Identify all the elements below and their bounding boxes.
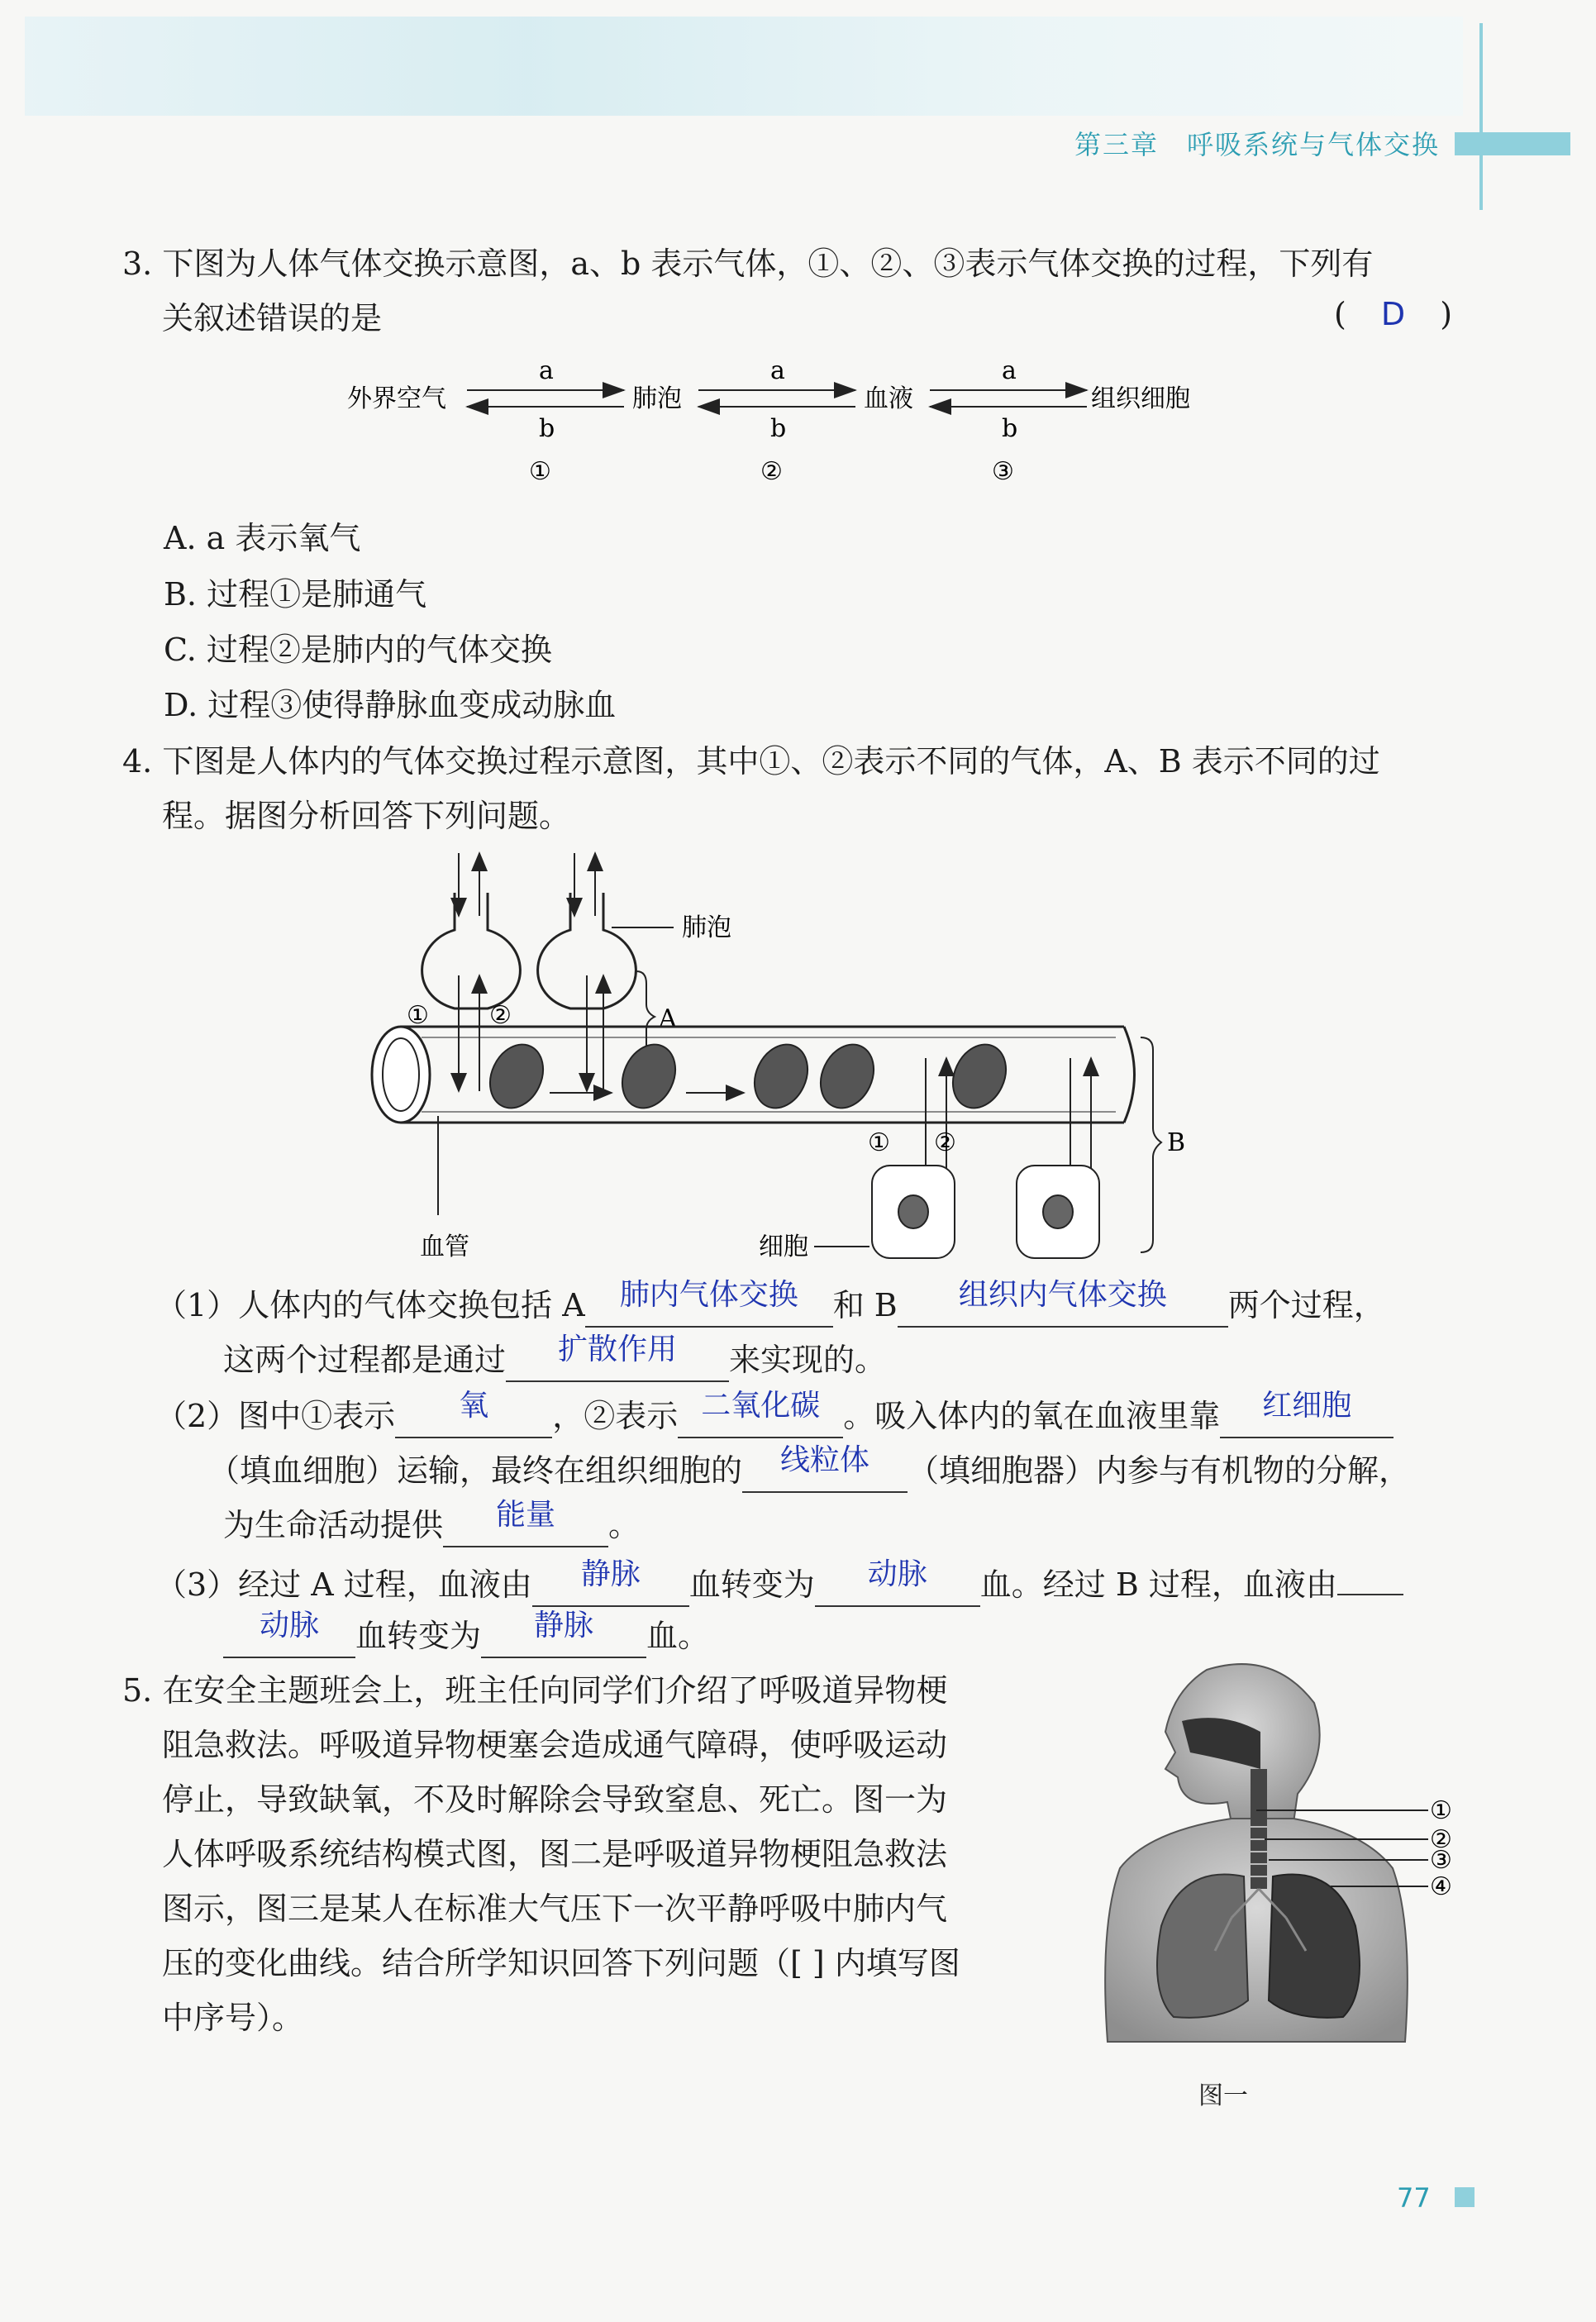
answer-q4-2c: 红细胞 [1262,1389,1352,1423]
q3-answer-bracket [1334,296,1452,332]
answer-q4-3d: 静脉 [534,1609,594,1643]
answer-q4-2d: 线粒体 [780,1443,870,1477]
q5-line: 中序号）。 [162,2000,304,2036]
q4-part1-line1: （1）人体内的气体交换包括 A 肺内气体交换 和 B 组织内气体交换 两个过程， [155,1278,1445,1333]
label-a-1: a [539,356,554,385]
answer-q4-1a: 肺内气体交换 [619,1278,798,1312]
q4-part3-line1: （3）经过 A 过程，血液由 静脉 血转变为 动脉 血。经过 B 过程，血液由 [155,1554,1445,1612]
q3-stem-line1: 3. 下图为人体气体交换示意图，a、b 表示气体，①、②、③表示气体交换的过程，下列有 [122,246,1374,282]
num-2-top: ② [489,1001,512,1030]
q5-line: 图示，图三是某人在标准大气压下一次平静呼吸中肺内气 [162,1890,948,1927]
blank-q4-2d [742,1443,908,1493]
label-vessel: 血管 [420,1233,469,1261]
label-A: A [659,1004,677,1033]
process-3: ③ [992,457,1014,486]
answer-q4-2b: 二氧化碳 [701,1389,821,1423]
q5-line: 停止，导致缺氧，不及时解除会导致窒息、死亡。图一为 [162,1781,948,1818]
q3-stem-line2: 关叙述错误的是 [162,300,383,336]
node-alveolus: 肺泡 [632,384,682,413]
fig1-label-4: ④ [1430,1872,1452,1901]
q3-option-d: D. 过程③使得静脉血变成动脉血 [164,687,617,723]
q3-option-c: C. 过程②是肺内的气体交换 [164,632,552,668]
label-a-2: a [770,356,785,385]
num-2-bottom: ② [934,1128,956,1157]
header-accent-bar [1455,132,1570,155]
q5-line: 阻急救法。呼吸道异物梗塞会造成通气障碍，使呼吸运动 [162,1727,948,1763]
page-marker [1455,2187,1475,2207]
q3-gas-exchange-diagram [331,347,1240,496]
blank-q4-1c [506,1333,729,1382]
process-1: ① [529,457,551,486]
label-b-2: b [770,414,787,443]
label-alveolus: 肺泡 [682,913,731,942]
q4-part3-line2: 动脉 血转变为 静脉 血。 [223,1609,1513,1663]
q3-option-a: A. a 表示氧气 [164,520,361,556]
blank-q4-1b [898,1278,1228,1328]
node-tissue-cell: 组织细胞 [1091,384,1190,413]
blank-q4-3d [481,1609,646,1658]
label-b-3: b [1002,414,1018,443]
q4-part1-line2: 这两个过程都是通过 扩散作用 来实现的。 [223,1333,1513,1387]
q5-line: 人体呼吸系统结构模式图，图二是呼吸道异物梗阻急救法 [162,1836,948,1872]
num-1-bottom: ① [868,1128,890,1157]
node-outside-air: 外界空气 [347,384,446,413]
label-B: B [1167,1128,1186,1157]
process-2: ② [760,457,783,486]
header-banner [25,17,1463,116]
answer-q4-3a: 静脉 [580,1557,641,1591]
alveolus-1 [422,893,521,1008]
q4-stem-line1: 4. 下图是人体内的气体交换过程示意图，其中①、②表示不同的气体，A、B 表示不同的过 [122,743,1380,780]
answer-q4-2e: 能量 [496,1498,556,1532]
answer-q4-3b: 动脉 [867,1557,927,1591]
q3-option-b: B. 过程①是肺通气 [164,576,427,613]
q4-gas-exchange-diagram [364,851,1240,1265]
respiratory-system-figure [1083,1653,1455,2067]
blank-q4-1a [585,1278,833,1328]
q4-part2-line2: （填血细胞）运输，最终在组织细胞的 线粒体 （填细胞器）内参与有机物的分解， [208,1443,1498,1498]
fig1-label-1: ① [1430,1796,1452,1825]
blank-q4-3c [223,1609,355,1658]
fig1-label-3: ③ [1430,1846,1452,1875]
q5-line: 5. 在安全主题班会上，班主任向同学们介绍了呼吸道异物梗 [122,1672,948,1709]
q4-stem-line2: 程。据图分析回答下列问题。 [162,798,571,834]
label-a-3: a [1002,356,1017,385]
answer-q4-2a: 氧 [459,1389,489,1423]
chapter-title: 第三章 呼吸系统与气体交换 [1074,129,1441,160]
label-b-1: b [539,414,555,443]
q3-answer: D [1380,296,1406,332]
q5-line: 压的变化曲线。结合所学知识回答下列问题（[ ] 内填写图 [162,1945,960,1981]
node-blood: 血液 [864,384,913,413]
fig1-label-2: ② [1430,1825,1452,1854]
q4-part2-line1: （2）图中①表示 氧 ，②表示 二氧化碳 。吸入体内的氧在血液里靠 红细胞 [155,1389,1445,1443]
vessel-opening [372,1027,430,1123]
page-number: 77 [1397,2182,1431,2214]
q4-part2-line3: 为生命活动提供 能量 。 [223,1498,1513,1552]
answer-q4-3c: 动脉 [259,1609,319,1643]
figure-caption: 图一 [1198,2081,1248,2110]
blank-q4-2c [1220,1389,1394,1438]
blank-q4-2e [443,1498,608,1547]
paren-open: ( [1334,296,1346,332]
blank-q4-3b [815,1557,980,1607]
blank-q4-2a [395,1389,552,1438]
paren-close: ) [1440,296,1453,332]
answer-q4-1b: 组织内气体交换 [958,1278,1167,1312]
q5-text [122,1663,1048,2045]
blank-q4-3c-start [1337,1554,1403,1595]
blank-q4-2b [678,1389,843,1438]
label-cell: 细胞 [759,1233,808,1261]
num-1-top: ① [407,1001,429,1030]
header-divider [1479,23,1483,210]
answer-q4-1c: 扩散作用 [558,1333,678,1366]
blank-q4-3a [532,1557,689,1607]
